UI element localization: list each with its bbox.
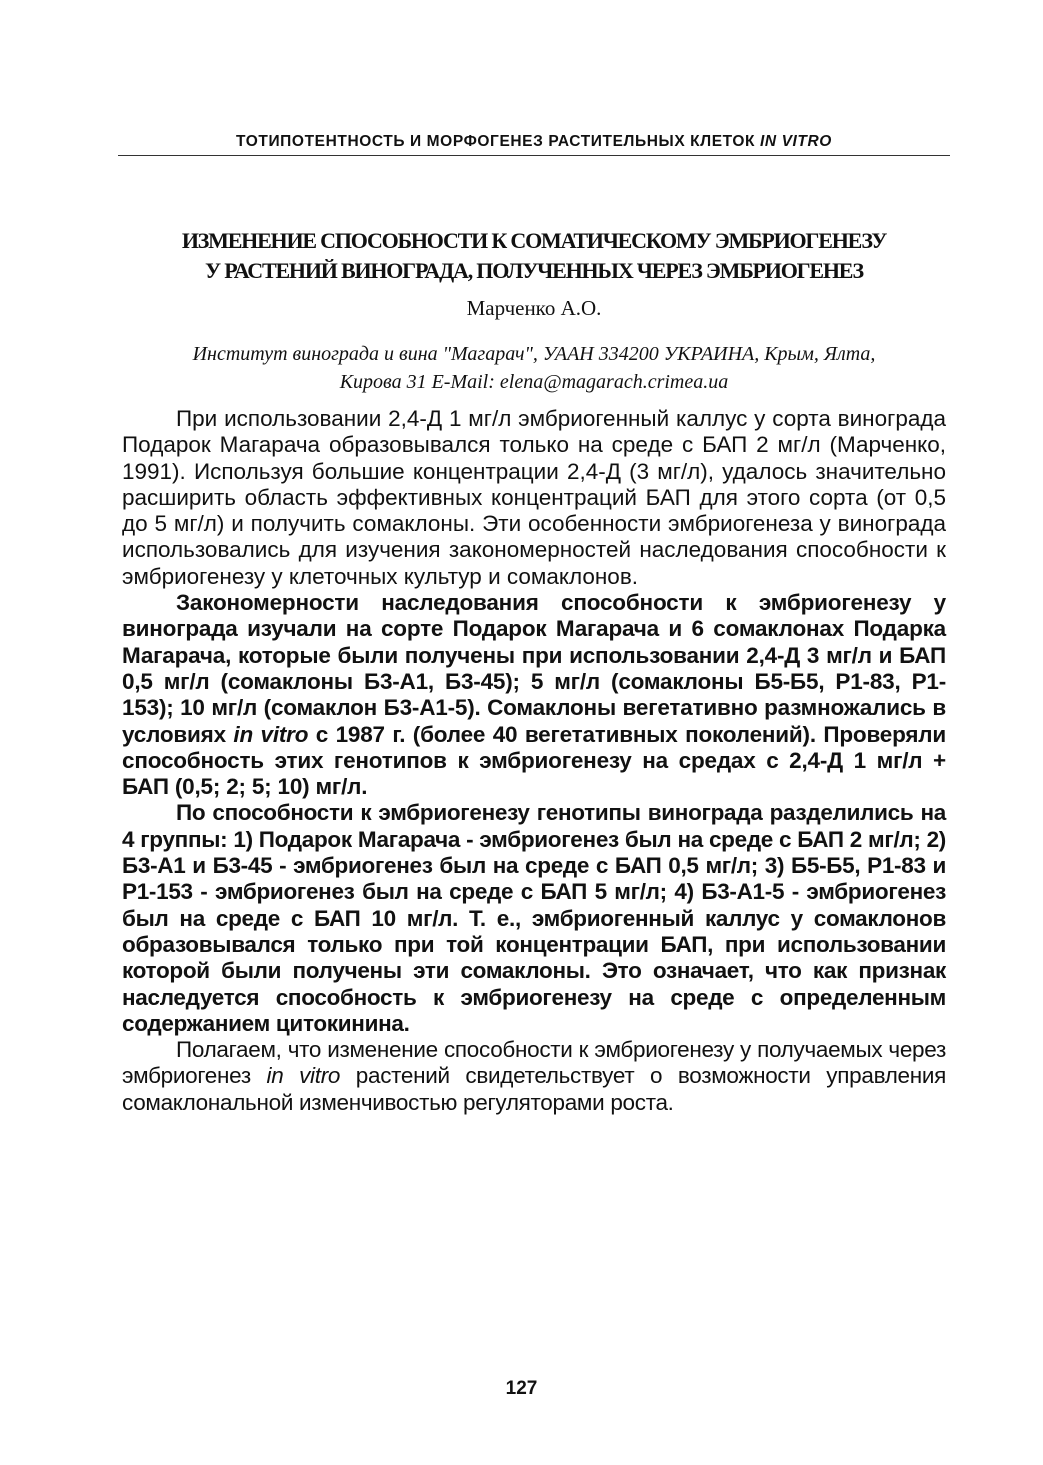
affiliation-line-1: Институт винограда и вина "Магарач", УААН 334200 УКРАИНА, Крым, Ялта, — [192, 343, 876, 365]
paragraph-4-text-a: Полагаем, что изменение способности к эмбриогенезу у получаемых через эмбриогенез — [122, 1037, 946, 1089]
paragraph-2-text-b: с 1987 г. (более 40 вегетативных поколений). Проверяли способность этих генотипов к эмбриогенезу на средах с 2,4-Д 1 мг/л + БАП (0,5; 2; 5; 10) мг/л. — [122, 721, 946, 800]
paragraph-4 — [122, 1037, 946, 1116]
running-header-italic: IN VITRO — [759, 133, 832, 150]
author: Марченко А.О. — [466, 296, 602, 320]
paragraph-2-italic: in vitro — [233, 721, 309, 747]
paragraph-4-italic: in vitro — [266, 1063, 341, 1089]
running-header-text: ТОТИПОТЕНТНОСТЬ И МОРФОГЕНЕЗ РАСТИТЕЛЬНЫХ КЛЕТОК — [236, 133, 756, 150]
paragraph-2 — [122, 590, 946, 800]
paragraph-3: По способности к эмбриогенезу генотипы винограда разделились на 4 группы: 1) Подарок Магарача - эмбриогенез был на среде с БАП 2 мг/л; 2) Б3-А1 и Б3-45 - эмбриогенез был на среде с БАП 0,5 мг/л; 3) Б5-Б5, Р1-83 и Р1-153 - эмбриогенез был на среде с БАП 5 мг/л; 4) Б3-А1-5 - эмбриогенез был на среде с БАП 10 мг/л. Т. е., эмбриогенный каллус у сомаклонов образовывался только при той концентрации БАП, при использовании которой были получены эти сомаклоны. Это означает, что как признак наследуется способность к эмбриогенезу на среде с определенным содержанием цитокинина. — [122, 800, 946, 1036]
article-title — [118, 226, 950, 286]
paragraph-1: При использовании 2,4-Д 1 мг/л эмбриогенный каллус у сорта винограда Подарок Магарача образовывался только на среде с БАП 2 мг/л (Марченко, 1991). Используя большие концентрации 2,4-Д (3 мг/л), удалось значительно расширить область эффективных концентраций БАП для этого сорта (от 0,5 до 5 мг/л) и получить сомаклоны. Эти особенности эмбриогенеза у винограда использовались для изучения закономерностей наследования способности к эмбриогенезу у клеточных культур и сомаклонов. — [122, 406, 946, 589]
page-number: 127 — [505, 1378, 538, 1399]
affiliation — [118, 340, 950, 396]
affiliation-line-2: Кирова 31 E-Mail: elena@magarach.crimea.ua — [339, 371, 729, 393]
paragraph-4-text-b: растений свидетельствует о возможности управления сомаклональной изменчивостью регуляторами роста. — [122, 1063, 947, 1115]
article-body — [122, 406, 946, 1116]
article-title-line-2: У РАСТЕНИЙ ВИНОГРАДА, ПОЛУЧЕННЫХ ЧЕРЕЗ ЭМБРИОГЕНЕЗ — [205, 258, 863, 283]
running-header — [118, 133, 950, 156]
paragraph-2-text-a: Закономерности наследования способности к эмбриогенезу у винограда изучали на сорте Подарок Магарача и 6 сомаклонах Подарка Магарача, которые были получены при использовании 2,4-Д 3 мг/л и БАП 0,5 мг/л (сомаклоны Б3-А1, Б3-45); 5 мг/л (сомаклоны Б5-Б5, Р1-83, Р1-153); 10 мг/л (сомаклон Б3-А1-5). Сомаклоны вегетативно размножались в условиях — [122, 590, 946, 747]
article-title-line-1: ИЗМЕНЕНИЕ СПОСОБНОСТИ К СОМАТИЧЕСКОМУ ЭМБРИОГЕНЕЗУ — [181, 228, 887, 253]
